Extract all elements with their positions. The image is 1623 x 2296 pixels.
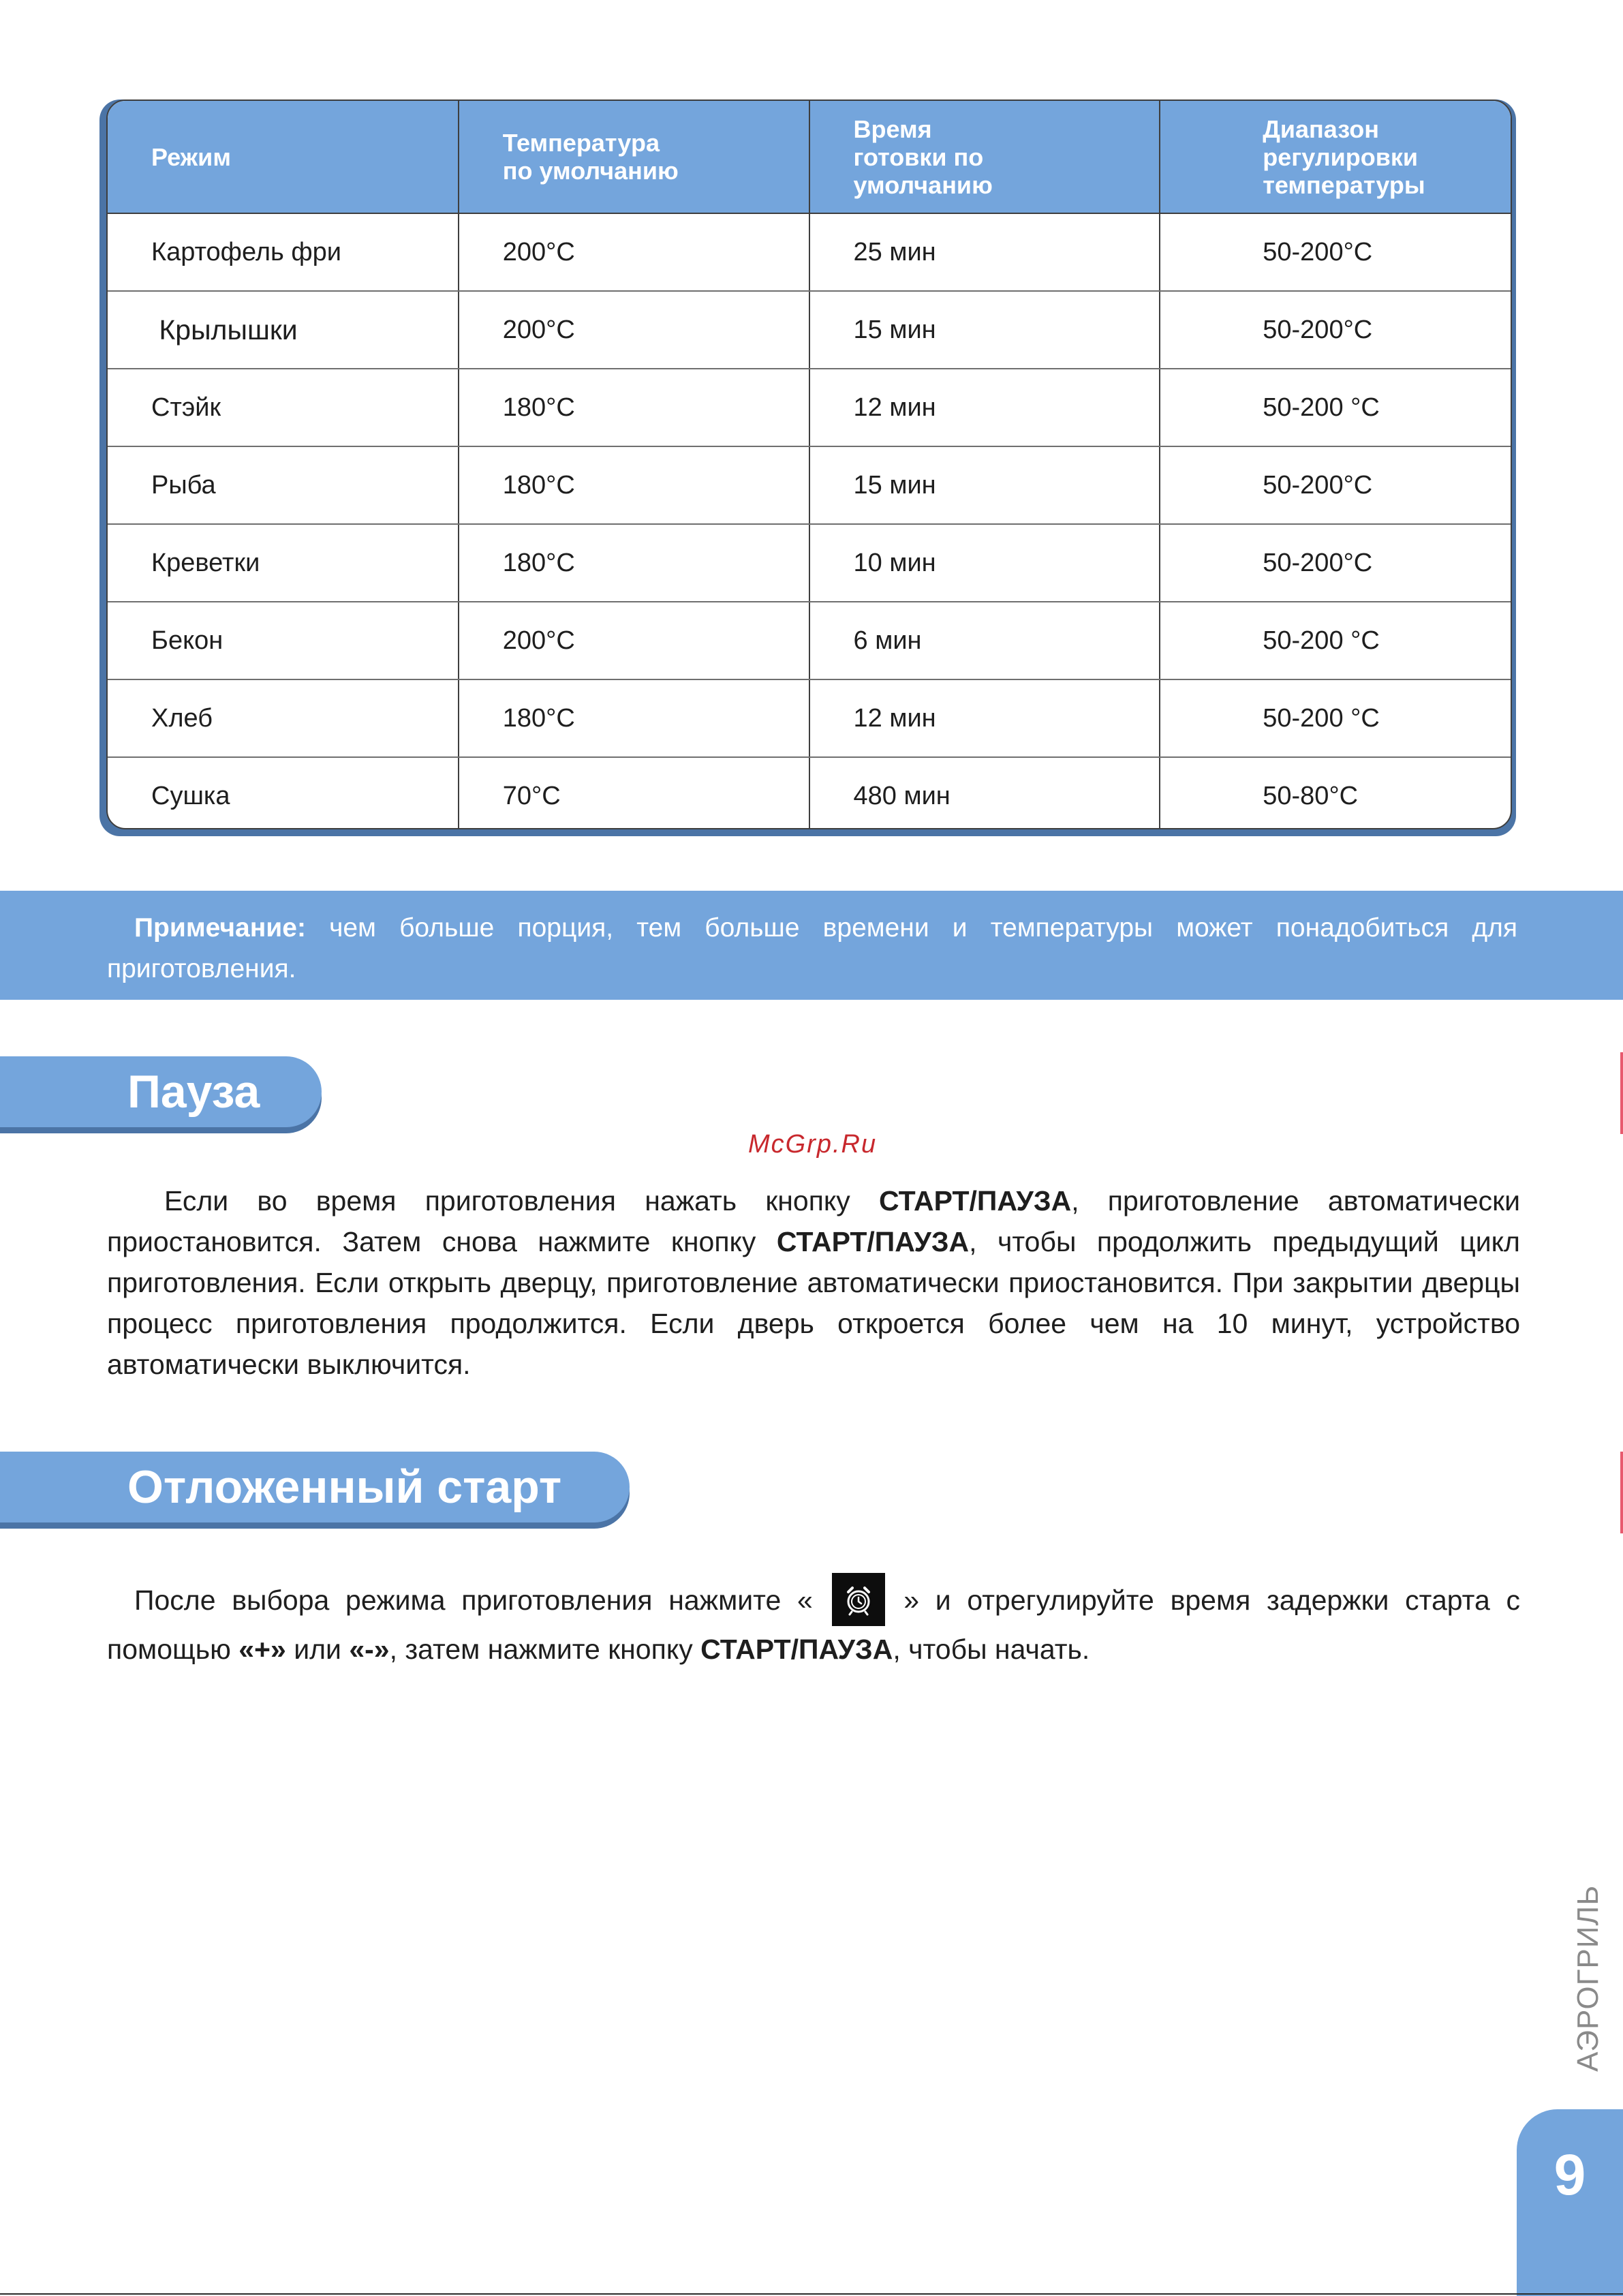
pause-text-3: , чтобы продолжить предыдущий цикл приготовления. Если открыть дверцу, приготовление автоматически приостановится. При закрытии дверцы процесс приготовления продолжится. Если дверь откроется более чем на 10 минут, устройство автоматически выключится.	[107, 1226, 1520, 1380]
header-temperature-range: Диапазон регулировки температуры	[1160, 101, 1511, 213]
cell-temperature: 70°C	[459, 757, 809, 829]
cell-range: 50-200°C	[1160, 524, 1511, 602]
cell-time: 480 мин	[809, 757, 1160, 829]
modes-table-card	[106, 100, 1512, 829]
delay-section-title: Отложенный старт	[127, 1461, 562, 1513]
cell-time: 25 мин	[809, 213, 1160, 291]
delay-text-2: » и отрегулируйте время задержки старта с помощью	[107, 1584, 1520, 1665]
note-text	[107, 908, 1517, 990]
delay-bold-minus: «-»	[349, 1634, 390, 1665]
cell-range: 50-80°C	[1263, 781, 1359, 810]
cell-mode: Бекон	[108, 602, 459, 679]
page-number-tab	[1517, 2109, 1623, 2296]
delay-text-1: После выбора режима приготовления нажмите «	[134, 1584, 829, 1616]
cell-time: 6 мин	[809, 602, 1160, 679]
cell-temperature: 200°C	[459, 291, 809, 369]
edge-marker	[1620, 1052, 1623, 1134]
edge-marker	[1620, 1452, 1623, 1533]
table-row	[108, 524, 1511, 602]
cell-temperature: 200°C	[459, 213, 809, 291]
table-row	[108, 369, 1511, 446]
cell-temperature: 180°C	[459, 524, 809, 602]
pause-text-2: , приготовление автоматически приостановится. Затем снова нажмите кнопку	[107, 1185, 1520, 1257]
cell-temperature: 180°C	[459, 679, 809, 757]
pause-text-1: Если во время приготовления нажать кнопку	[164, 1185, 879, 1216]
pause-bold-1: СТАРТ/ПАУЗА	[879, 1185, 1072, 1216]
bottom-rule	[0, 2293, 1623, 2295]
table-row	[108, 602, 1511, 679]
cell-mode: Сушка	[108, 757, 459, 829]
table-row	[108, 291, 1511, 369]
side-section-label: АЭРОГРИЛЬ	[1571, 1884, 1605, 2072]
header-default-temperature: Температура по умолчанию	[459, 101, 809, 213]
pause-section-title: Пауза	[127, 1066, 260, 1118]
alarm-clock-icon	[832, 1573, 885, 1626]
cell-range: 50-200 °C	[1160, 679, 1511, 757]
cell-temperature: 180°C	[459, 369, 809, 446]
cell-mode: Картофель фри	[108, 213, 459, 291]
table-row	[108, 679, 1511, 757]
cell-time: 15 мин	[809, 291, 1160, 369]
cell-time: 10 мин	[809, 524, 1160, 602]
cell-time: 15 мин	[809, 446, 1160, 524]
page-number: 9	[1554, 2143, 1586, 2207]
cell-mode: Хлеб	[108, 679, 459, 757]
header-mode: Режим	[108, 101, 459, 213]
note-label: Примечание:	[134, 913, 306, 943]
note-body: чем больше порция, тем больше времени и температуры может понадобиться для приготовления.	[107, 913, 1517, 983]
cell-range: 50-200°C	[1160, 446, 1511, 524]
cell-range: 50-200°C	[1160, 213, 1511, 291]
cell-time: 12 мин	[809, 679, 1160, 757]
cell-range: 50-200 °C	[1160, 369, 1511, 446]
table-row	[108, 446, 1511, 524]
delay-bold-plus: «+»	[238, 1634, 286, 1665]
note-band	[0, 891, 1623, 1000]
cell-time: 12 мин	[809, 369, 1160, 446]
header-default-time: Время готовки по умолчанию	[809, 101, 1160, 213]
pause-paragraph	[107, 1180, 1520, 1385]
modes-table-frame	[99, 100, 1516, 836]
delay-text-5: , чтобы начать.	[893, 1634, 1090, 1665]
table-row	[108, 213, 1511, 291]
table-row	[108, 757, 1511, 829]
cell-range: 50-200 °C	[1160, 602, 1511, 679]
watermark: McGrp.Ru	[748, 1130, 878, 1159]
cell-temperature: 180°C	[459, 446, 809, 524]
modes-table	[108, 101, 1511, 829]
delay-section-header	[0, 1452, 630, 1522]
delay-paragraph	[107, 1576, 1520, 1670]
pause-section-header	[0, 1056, 322, 1127]
cell-mode: Крылышки	[108, 291, 459, 369]
delay-bold-start: СТАРТ/ПАУЗА	[700, 1634, 893, 1665]
cell-range: 50-200°C	[1160, 291, 1511, 369]
table-header-row	[108, 101, 1511, 213]
cell-mode: Креветки	[108, 524, 459, 602]
pause-bold-2: СТАРТ/ПАУЗА	[776, 1226, 970, 1257]
delay-text-4: , затем нажмите кнопку	[389, 1634, 701, 1665]
cell-temperature: 200°C	[459, 602, 809, 679]
delay-text-3: или	[285, 1634, 350, 1665]
cell-mode: Рыба	[108, 446, 459, 524]
cell-mode: Стэйк	[108, 369, 459, 446]
